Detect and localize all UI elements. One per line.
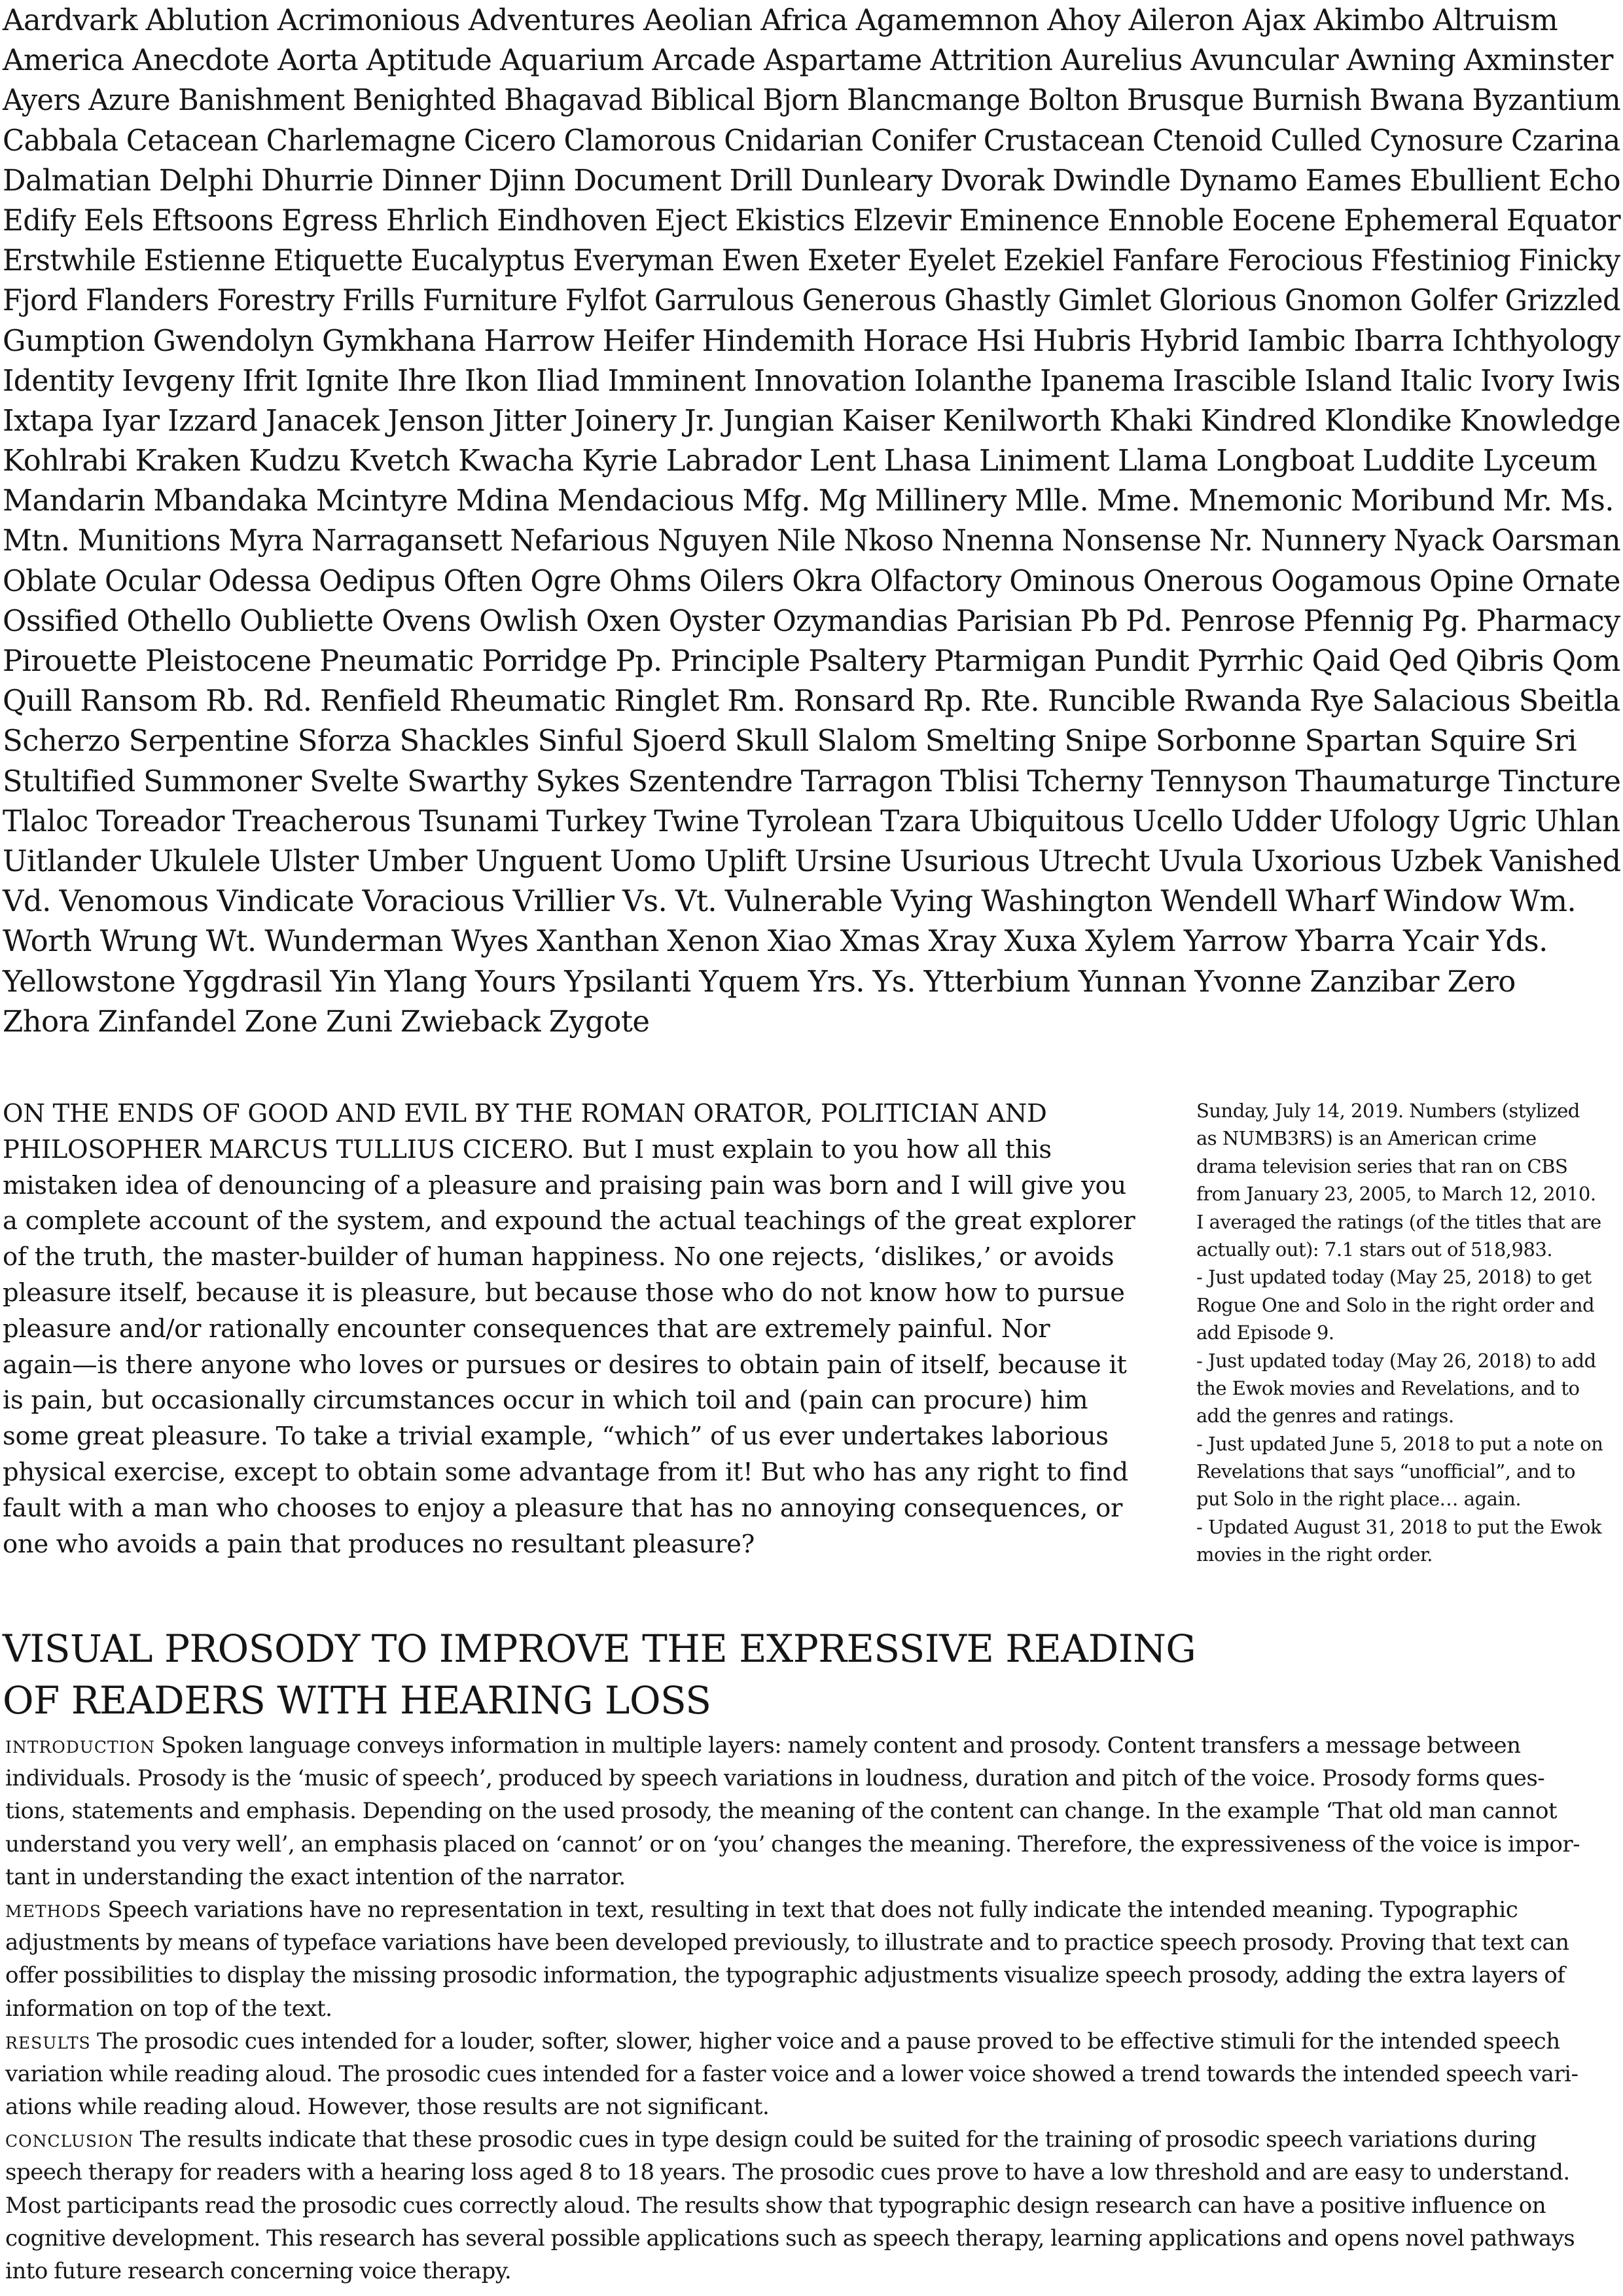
conclusion-text: The results indicate that these prosodic cues in type design could be suited for the training of prosodic speech variations during — [139, 2126, 1537, 2153]
main-text-line: is pain, but occasionally circumstances occur in which toil and (pain can procure) him — [3, 1386, 1088, 1416]
conclusion-line-first — [5, 2123, 1620, 2156]
main-text-line: some great pleasure. To take a trivial example, “which” of us ever undertakes laborious — [3, 1422, 1109, 1452]
conclusion-line: into future research concerning voice therapy. — [5, 2258, 512, 2284]
word-list-line: Identity Ievgeny Ifrit Ignite Ihre Ikon Iliad Imminent Innovation Iolanthe Ipanema Irascible Island Italic Ivory Iwis — [3, 363, 1620, 398]
conclusion-line: cognitive development. This research has several possible applications such as speech therapy, learning applications and opens novel pathways — [5, 2225, 1575, 2251]
heading-line: VISUAL PROSODY TO IMPROVE THE EXPRESSIVE READING — [3, 1626, 1196, 1671]
word-list-line: Tlaloc Toreador Treacherous Tsunami Turkey Twine Tyrolean Tzara Ubiquitous Ucello Udder Ufology Ugric Uhlan — [3, 803, 1620, 838]
word-list-line: Yellowstone Yggdrasil Yin Ylang Yours Ypsilanti Yquem Yrs. Ys. Ytterbium Yunnan Yvonne Zanzibar Zero — [3, 963, 1516, 999]
main-text-column — [3, 1096, 1135, 1562]
word-list-line: Oblate Ocular Odessa Oedipus Often Ogre Ohms Oilers Okra Olfactory Ominous Onerous Oogamous Opine Ornate — [3, 563, 1620, 598]
results-text: The prosodic cues intended for a louder, softer, slower, higher voice and a pause proved to be effective stimuli for the intended speech — [96, 2028, 1560, 2054]
main-text-line: physical exercise, except to obtain some advantage from it! But who has any right to find — [3, 1457, 1128, 1487]
word-list-line: Ixtapa Iyar Izzard Janacek Jenson Jitter Joinery Jr. Jungian Kaiser Kenilworth Khaki Kindred Klondike Knowledge — [3, 403, 1621, 438]
word-list-line: Edify Eels Eftsoons Egress Ehrlich Eindhoven Eject Ekistics Elzevir Eminence Ennoble Eocene Ephemeral Equator — [3, 202, 1621, 238]
side-note-line: from January 23, 2005, to March 12, 2010. — [1196, 1183, 1596, 1206]
side-note-line: - Just updated today (May 26, 2018) to add — [1196, 1349, 1596, 1372]
side-note-line: drama television series that ran on CBS — [1196, 1155, 1568, 1177]
introduction-line: individuals. Prosody is the ‘music of speech’, produced by speech variations in loudness, duration and pitch of the voice. Prosody forms ques- — [5, 1765, 1545, 1792]
section-heading — [3, 1623, 1311, 1727]
word-list-line: Gumption Gwendolyn Gymkhana Harrow Heifer Hindemith Horace Hsi Hubris Hybrid Iambic Ibarra Ichthyology — [3, 323, 1620, 358]
word-list-line: Stultified Summoner Svelte Swarthy Sykes Szentendre Tarragon Tblisi Tcherny Tennyson Thaumaturge Tincture — [3, 763, 1621, 798]
introduction-text: Spoken language conveys information in multiple layers: namely content and prosody. Content transfers a message between — [161, 1732, 1521, 1759]
results-line-first — [5, 2025, 1620, 2058]
results-label: RESULTS — [5, 2033, 91, 2053]
main-text-line: PHILOSOPHER MARCUS TULLIUS CICERO. But I must explain to you how all this — [3, 1134, 1052, 1164]
results-line: variation while reading aloud. The prosodic cues intended for a faster voice and a lower voice showed a trend towards the intended speech vari- — [5, 2060, 1578, 2087]
methods-line: information on top of the text. — [5, 1995, 332, 2022]
side-note-line: movies in the right order. — [1196, 1543, 1433, 1566]
word-list-line: Mtn. Munitions Myra Narragansett Nefarious Nguyen Nile Nkoso Nnenna Nonsense Nr. Nunnery Nyack Oarsman — [3, 523, 1620, 558]
word-list-line: Aardvark Ablution Acrimonious Adventures Aeolian Africa Agamemnon Ahoy Aileron Ajax Akimbo Altruism — [3, 3, 1558, 37]
side-note-line: add Episode 9. — [1196, 1321, 1334, 1344]
introduction-line: understand you very well’, an emphasis placed on ‘cannot’ or on ‘you’ changes the meaning. Therefore, the expressiveness of the voice is impor- — [5, 1831, 1580, 1857]
word-list-line: Fjord Flanders Forestry Frills Furniture Fylfot Garrulous Generous Ghastly Gimlet Glorious Gnomon Golfer Grizzled — [3, 283, 1621, 318]
methods-line-first — [5, 1893, 1620, 1926]
main-text-line: mistaken idea of denouncing of a pleasure and praising pain was born and I will give you — [3, 1170, 1126, 1200]
word-list-line: Ayers Azure Banishment Benighted Bhagavad Biblical Bjorn Blancmange Bolton Brusque Burnish Bwana Byzantium — [3, 82, 1621, 118]
word-list-line: America Anecdote Aorta Aptitude Aquarium Arcade Aspartame Attrition Aurelius Avuncular Awning Axminster — [3, 43, 1613, 78]
side-note-line: the Ewok movies and Revelations, and to — [1196, 1376, 1580, 1399]
word-list-line: Cabbala Cetacean Charlemagne Cicero Clamorous Cnidarian Conifer Crustacean Ctenoid Culled Cynosure Czarina — [3, 122, 1620, 158]
word-list-line: Kohlrabi Kraken Kudzu Kvetch Kwacha Kyrie Labrador Lent Lhasa Liniment Llama Longboat Luddite Lyceum — [3, 443, 1597, 478]
main-text-line: one who avoids a pain that produces no resultant pleasure? — [3, 1529, 755, 1559]
introduction-label: INTRODUCTION — [5, 1738, 155, 1757]
side-note-line: add the genres and ratings. — [1196, 1405, 1454, 1427]
main-text-line: fault with a man who chooses to enjoy a pleasure that has no annoying consequences, or — [3, 1493, 1123, 1523]
conclusion-line: Most participants read the prosodic cues correctly aloud. The results show that typographic design research can have a positive influence on — [5, 2192, 1546, 2219]
introduction-line: tions, statements and emphasis. Depending on the used prosody, the meaning of the content can change. In the example ‘That old man cannot — [5, 1798, 1558, 1825]
side-note-line: Sunday, July 14, 2019. Numbers (stylized — [1196, 1100, 1580, 1122]
side-note-line: actually out): 7.1 stars out of 518,983. — [1196, 1238, 1553, 1261]
conclusion-label: CONCLUSION — [5, 2132, 134, 2151]
word-list-line: Worth Wrung Wt. Wunderman Wyes Xanthan Xenon Xiao Xmas Xray Xuxa Xylem Yarrow Ybarra Ycair Yds. — [3, 924, 1548, 959]
methods-line: adjustments by means of typeface variations have been developed previously, to illustrate and to practice speech prosody. Proving that text can — [5, 1929, 1569, 1956]
methods-text: Speech variations have no representation in text, resulting in text that does not fully indicate the intended meaning. Typographic — [107, 1896, 1518, 1923]
main-text-line: of the truth, the master-builder of human happiness. No one rejects, ‘dislikes,’ or avoids — [3, 1242, 1115, 1272]
introduction-line-first — [5, 1729, 1620, 1762]
word-list-line: Scherzo Serpentine Sforza Shackles Sinful Sjoerd Skull Slalom Smelting Snipe Sorbonne Spartan Squire Sri — [3, 723, 1577, 759]
methods-line: offer possibilities to display the missing prosodic information, the typographic adjustments visualize speech prosody, adding the extra layers of — [5, 1962, 1565, 1989]
main-text-line: again—is there anyone who loves or pursues or desires to obtain pain of itself, because it — [3, 1350, 1127, 1380]
side-note-line: Revelations that says “unofficial”, and to — [1196, 1460, 1576, 1483]
heading-line: OF READERS WITH HEARING LOSS — [3, 1678, 711, 1723]
methods-label: METHODS — [5, 1901, 101, 1921]
main-text-line: pleasure and/or rationally encounter consequences that are extremely painful. Nor — [3, 1314, 1050, 1344]
word-list-line: Quill Ransom Rb. Rd. Renfield Rheumatic Ringlet Rm. Ronsard Rp. Rte. Runcible Rwanda Rye Salacious Sbeitla — [3, 683, 1620, 719]
side-note-line: I averaged the ratings (of the titles that are — [1196, 1210, 1601, 1233]
side-note-line: - Updated August 31, 2018 to put the Ewok — [1196, 1515, 1602, 1538]
main-text-line: ON THE ENDS OF GOOD AND EVIL BY THE ROMAN ORATOR, POLITICIAN AND — [3, 1099, 1047, 1128]
main-text-line: pleasure itself, because it is pleasure, but because those who do not know how to pursue — [3, 1278, 1125, 1308]
word-list-line: Uitlander Ukulele Ulster Umber Unguent Uomo Uplift Ursine Usurious Utrecht Uvula Uxorious Uzbek Vanished — [3, 843, 1621, 878]
word-list-line: Ossified Othello Oubliette Ovens Owlish Oxen Oyster Ozymandias Parisian Pb Pd. Penrose Pfennig Pg. Pharmacy — [3, 603, 1620, 638]
side-note-line: - Just updated June 5, 2018 to put a note on — [1196, 1432, 1603, 1455]
side-note-line: - Just updated today (May 25, 2018) to get — [1196, 1266, 1592, 1289]
word-list-line: Pirouette Pleistocene Pneumatic Porridge Pp. Principle Psaltery Ptarmigan Pundit Pyrrhic Qaid Qed Qibris Qom — [3, 643, 1620, 678]
word-list-line: Zhora Zinfandel Zone Zuni Zwieback Zygote — [3, 1003, 650, 1039]
side-note-line: as NUMB3RS) is an American crime — [1196, 1127, 1537, 1150]
conclusion-line: speech therapy for readers with a hearing loss aged 8 to 18 years. The prosodic cues prove to have a low threshold and are easy to understand. — [5, 2159, 1570, 2186]
word-list-line: Erstwhile Estienne Etiquette Eucalyptus Everyman Ewen Exeter Eyelet Ezekiel Fanfare Ferocious Ffestiniog Finicky — [3, 243, 1620, 278]
side-note-line: Rogue One and Solo in the right order and — [1196, 1293, 1595, 1316]
word-list-line: Dalmatian Delphi Dhurrie Dinner Djinn Document Drill Dunleary Dvorak Dwindle Dynamo Eames Ebullient Echo — [3, 162, 1620, 198]
main-text-line: a complete account of the system, and expound the actual teachings of the great explorer — [3, 1206, 1135, 1236]
word-list-line: Mandarin Mbandaka Mcintyre Mdina Mendacious Mfg. Mg Millinery Mlle. Mme. Mnemonic Moribund Mr. Ms. — [3, 483, 1614, 518]
results-line: ations while reading aloud. However, those results are not significant. — [5, 2094, 770, 2121]
abstract-body — [5, 1729, 1620, 2287]
word-list — [3, 0, 1620, 1041]
introduction-line: tant in understanding the exact intention of the narrator. — [5, 1863, 626, 1890]
word-list-line: Vd. Venomous Vindicate Voracious Vrillier Vs. Vt. Vulnerable Vying Washington Wendell Wharf Window Wm. — [3, 884, 1577, 919]
side-note-line: put Solo in the right place… again. — [1196, 1488, 1522, 1511]
side-note-column — [1196, 1097, 1623, 1569]
